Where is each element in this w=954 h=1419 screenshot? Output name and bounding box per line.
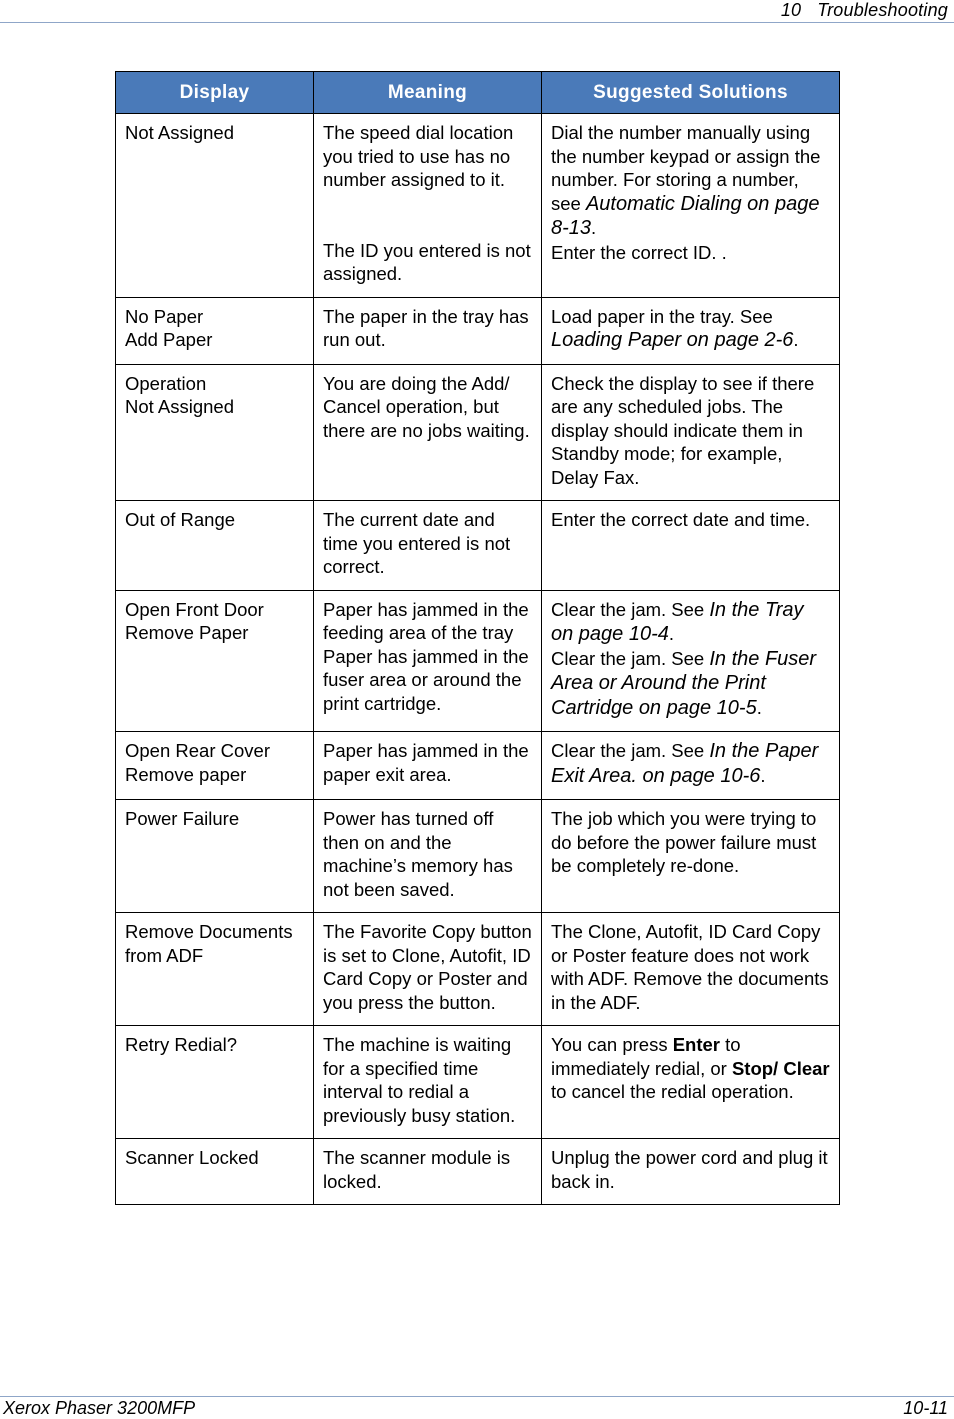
- meaning-cell: Paper has jammed in the paper exit area.: [314, 732, 542, 800]
- solution-cell: Clear the jam. See In the Paper Exit Area. on page 10-6.: [542, 732, 840, 800]
- chapter-title: Troubleshooting: [817, 0, 948, 20]
- meaning-cell: The paper in the tray has run out.: [314, 297, 542, 364]
- page-reference: Automatic Dialing on page 8-13: [551, 192, 820, 239]
- table-row: [116, 1026, 840, 1139]
- meaning-cell: The current date and time you entered is not correct.: [314, 501, 542, 591]
- meaning-cell: The speed dial location you tried to use has no number assigned to it. The ID you entered is not assigned.: [314, 114, 542, 298]
- table-row: [116, 732, 840, 800]
- meaning-cell: Paper has jammed in the feeding area of the tray Paper has jammed in the fuser area or around the print cartridge.: [314, 590, 542, 732]
- solution-cell: Clear the jam. See In the Tray on page 10-4. Clear the jam. See In the Fuser Area or Around the Print Cartridge on page 10-5.: [542, 590, 840, 732]
- troubleshooting-table: [115, 71, 840, 1205]
- chapter-number: 10: [780, 0, 802, 20]
- page-reference: Loading Paper on page 2-6: [551, 329, 794, 351]
- display-cell: No Paper Add Paper: [116, 297, 314, 364]
- header-divider: [0, 22, 954, 23]
- display-cell: Open Rear Cover Remove paper: [116, 732, 314, 800]
- display-cell: Open Front Door Remove Paper: [116, 590, 314, 732]
- display-cell: Retry Redial?: [116, 1026, 314, 1139]
- column-header-solutions: Suggested Solutions: [542, 72, 840, 114]
- page-reference: In the Fuser Area or Around the Print Cartridge on page 10-5: [551, 647, 817, 719]
- column-header-meaning: Meaning: [314, 72, 542, 114]
- table-row: [116, 501, 840, 591]
- running-header: [781, 0, 948, 21]
- footer-page-number: 10-11: [903, 1398, 948, 1418]
- display-cell: Operation Not Assigned: [116, 364, 314, 501]
- solution-cell: You can press Enter to immediately redial, or Stop/ Clear to cancel the redial operation.: [542, 1026, 840, 1139]
- column-header-display: Display: [116, 72, 314, 114]
- meaning-cell: The scanner module is locked.: [314, 1139, 542, 1205]
- solution-cell: The job which you were trying to do before the power failure must be completely re-done.: [542, 800, 840, 913]
- meaning-cell: The machine is waiting for a specified time interval to redial a previously busy station.: [314, 1026, 542, 1139]
- solution-cell: Dial the number manually using the number keypad or assign the number. For storing a number, see Automatic Dialing on page 8-13. Enter the correct ID. .: [542, 114, 840, 298]
- table-row: [116, 297, 840, 364]
- page-reference: In the Paper Exit Area. on page 10-6: [551, 740, 819, 787]
- table-row: [116, 800, 840, 913]
- solution-cell: The Clone, Autofit, ID Card Copy or Poster feature does not work with ADF. Remove the documents in the ADF.: [542, 913, 840, 1026]
- display-cell: Not Assigned: [116, 114, 314, 298]
- table-row: [116, 1139, 840, 1205]
- solution-cell: Load paper in the tray. See Loading Paper on page 2-6.: [542, 297, 840, 364]
- display-cell: Scanner Locked: [116, 1139, 314, 1205]
- solution-cell: Check the display to see if there are any scheduled jobs. The display should indicate them in Standby mode; for example, Delay Fax.: [542, 364, 840, 501]
- table-row: [116, 590, 840, 732]
- solution-cell: Unplug the power cord and plug it back in.: [542, 1139, 840, 1205]
- display-cell: Out of Range: [116, 501, 314, 591]
- meaning-cell: Power has turned off then on and the machine’s memory has not been saved.: [314, 800, 542, 913]
- meaning-cell: The Favorite Copy button is set to Clone, Autofit, ID Card Copy or Poster and you press the button.: [314, 913, 542, 1026]
- table-row: [116, 913, 840, 1026]
- footer-product-name: Xerox Phaser 3200MFP: [3, 1398, 196, 1418]
- solution-cell: Enter the correct date and time.: [542, 501, 840, 591]
- page-reference: In the Tray on page 10-4: [551, 598, 804, 645]
- meaning-cell: You are doing the Add/ Cancel operation, but there are no jobs waiting.: [314, 364, 542, 501]
- table-row: [116, 364, 840, 501]
- display-cell: Power Failure: [116, 800, 314, 913]
- stop-clear-key-label: Stop/ Clear: [731, 1057, 830, 1079]
- table-header-row: [116, 72, 840, 114]
- table-row: [116, 114, 840, 298]
- display-cell: Remove Documents from ADF: [116, 913, 314, 1026]
- footer-divider: [0, 1396, 954, 1397]
- enter-key-label: Enter: [672, 1034, 721, 1055]
